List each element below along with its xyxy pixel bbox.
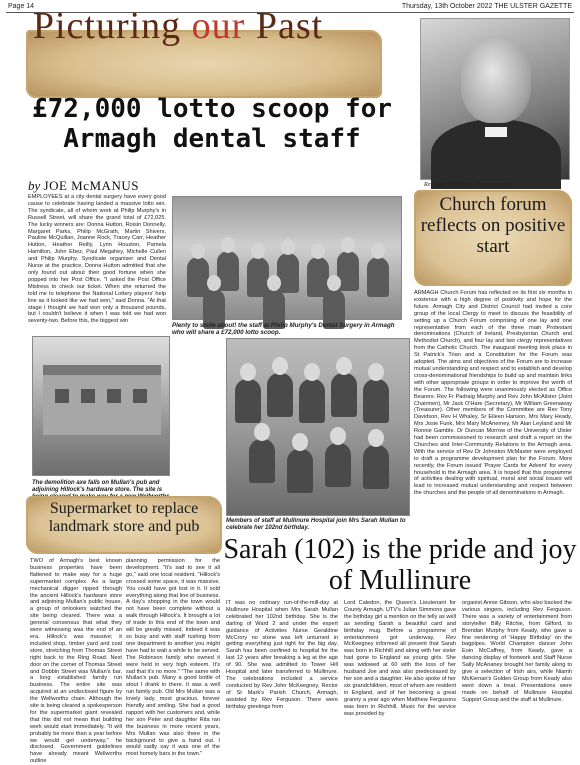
sarah-story-body-cont: Lord Caledon, the Queen's Lieutenant for County Armagh. UTV's Julian Simmons gave the birthday girl a mention on the telly as well as sending Sarah a beautiful card and birthday mug. Before a programme of entertainment got underway, Rev McKeegney informed all present that Sarah was born in Richhill and along with her sister had gone to England as young girls. She was widowed at 60 with the loss of her husband Joe and was also predeceased by her son and a daughter. He also spoke of her six grandchildren, most of whom are resident in England, and of her becoming a great granny a year ago when Matthew Fergusons was born in Richhill. Music for the service was provided by (344, 600, 456, 717)
photo-figure (331, 373, 357, 417)
photo-face (292, 433, 308, 451)
hospital-photo-caption: Members of staff at Mullinure Hospital join Mrs Sarah Mullan to celebrate her 102nd birthday. (226, 518, 406, 531)
sarah-headline: Sarah (102) is the pride and joy of Mullinure (223, 534, 577, 596)
byline (28, 178, 139, 194)
photo-face (267, 275, 281, 291)
photo-figure (235, 379, 261, 423)
demolition-photo (32, 336, 170, 476)
photo-face (371, 243, 385, 259)
photo-face (191, 243, 205, 259)
photo-figure (363, 379, 389, 423)
church-headline: Church forum reflects on positive start (420, 194, 566, 257)
photo-face (330, 427, 346, 445)
portrait-caption: Rev Tony Davidson - Forum member. (424, 182, 514, 188)
photo-figure (367, 257, 389, 297)
window-shape (81, 389, 95, 403)
dental-staff-photo (172, 196, 402, 320)
hospital-staff-photo (226, 338, 410, 516)
photo-face (368, 363, 384, 381)
main-story-body: EMPLOYEES at a city dental surgery have every good cause to celebrate having landed a massive lotto win. The syndicate, all of whom work at Philip Murphy's in Russell Street, will share the grand total of £72,025. The lucky winners are: Donna Hutton, Roisin Donnelly, Margaret Parks, Philip McGrath, Martin Shivers, Pauline McQuillan, Joanne Rock, Tracey Carr, Heather Hutton, Heather Reilly, Lynn Houston, Pamela Hamilton, John Ebez, Paul Megahey, Michelle Cullen and Philip Murphy. Syndicate organiser and Dental Nurse at the practice, Donna Hutton admitted that she only found out about their good fortune when she popped into her Post Office. "I asked the Post Office Mistress to check our ticket. When she returned the told me to telephone the National Lottery players' help line as it looked like we had won," said Donna. "At that stage I thought we had won only a thousand pounds, but I couldn't believe it when I was told we had won seventy-two. Before this, the biggest win (28, 194, 166, 325)
photo-face (311, 243, 325, 259)
sarah-story-body-cont2: organist Annie Gibson, who also backed the various singers, including Rev Ferguson. There was a variety of entertainment from storyteller Billy Ritchie, from Gilford, to Brendan Murphy from Keady, who gave a fine rendering of 'Happy Birthday' on the bagpipes. World Champion dancer John Eoin McCaffrey, from Keady, gave a dancing display of footwork and Staff Nurse Sally McAnaney brought her family along to give a selection of Irish airs, while Niamh McKernan's Golden Group from Keady also went down a treat. Presentations were made on behalf of Mullinure Hospital Support Group and the staff at Mullinure. (462, 600, 572, 703)
supermarket-story-body: TWO of Armagh's best known business properties have been flattened to make way for a huge supermarket complex. As a large mechanical digger ripped through the ancient Hillock's hardware store and adjoining Mullan's public house, a group of onlookers watched the site being cleared. There was a general consensus that what they were witnessing was the end of an era. Hillock's was massive; it included shop, timber yard and coal store, stretching from Thomas Street right back to the Ring Road. Next door on the corner of Thomas Street and Dobbin Street was Mullan's bar, a long established family run business. The entire site was acquired at an undisclosed figure by the Wellworths chain. Although the site is being cleared a spokesperson for the supermarket giant revealed that this did not mean that building work would start immediately. "It will probably be more than a year before we would get underway," he disclosed. Government guidelines have already meant Wellworths outline (30, 558, 122, 765)
photo-face (281, 239, 295, 255)
photo-figure (325, 443, 351, 487)
main-headline: £72,000 lotto scoop for Armagh dental staff (31, 94, 393, 154)
demolition-photo-caption: The demolition axe falls on Mullan's pub and adjoining Hillock's hardware store. The site is (32, 480, 163, 493)
photo-figure (287, 449, 313, 493)
supermarket-story-body-cont: planning permission for the development. "It's sad to see it all go," said one local resident. "Hillock's crossed some space, it was massive. You could have got lost in it. It sold everything along that line of business. A day's shopping in the town would not have been complete without a walk through Hillock's. It brought a lot of trade to this end of the town and will be greatly missed. Indeed it was so busy and with staff rushing from one department to another you might have had to wait a while to be served. The Robinson family who owned it were held in very high esteem. It's sad that it's no more." "The same with Mullan's pub. Many a good bottle of stout I drank in there. It was a well run family pub. Old Mrs Mullan was a lovely lady, most gracious, forever friendly and smiling. She had a good rapport with her customers and, while her son Peter and daughter Rita ran the business in more recent years, Mrs Mullan was also there in the background to give a hand out. I would sadly say it was one of the most homely bars in the town." (126, 558, 220, 758)
window-shape (55, 389, 69, 403)
photo-face (251, 243, 265, 259)
photo-figure (363, 445, 389, 489)
banner-word-past: Past (245, 5, 324, 47)
photo-face (341, 237, 355, 253)
church-story-body: ARMAGH Church Forum has reflected on its first six months in existence with a high degree of positivity and hope for the future. Armagh City and District Council had invited a core group of the local Clergy to meet to discuss the feasibility of setting up a Church Forum comprising of one lay and one representative from each of the three main Protestant denominations (Church of Ireland, Presbyterian Church and Methodist Church), and four lay and two clergy representatives from the Catholic Church. The inaugural meeting took place in St Patrick's Trian and a Constitution for the Forum was adopted. The aims and objectives of the Forum are to increase mutual understanding and respect and to establish and develop cross-denominational friendships to build up and maintain links with other appropriate groups in order to improve the worth of the Forum. The following were unanimously elected as Office Bearers: Rev Fr Padraig Murphy and Rev John McAlister (Joint Chairmen), Mr Jack O'Hare (Secretary), Mr William Greenaway (Treasurer). Other members of the Committee are Rev Tony Davidson, Rev H Whaley, Sr Eileen Hanson, Mrs Mary Heady, Mrs Josie Funk, Mrs Mary McAnerney, Mr Alan Leyland and Mr Ronnie Gamble. Dr Duncan Morrow of the University of Ulster had been commissioned to research and draft a report on the Churches and Inter-Community Relations in the Armagh area. With the service of Rev Dr Johnston McMaster were employed to draft a programme development plan for the Forum. More recently, the Forum issued 'Prayer Cards for Advent' for every household in the Armagh area. It is hoped that this programme of activities dealing with spiritual, moral and social issues will lead to increased mutual understanding and respect between the churches and the people of all denominations in Armagh. (414, 290, 572, 497)
photo-face (327, 275, 341, 291)
photo-figure (249, 439, 275, 483)
byline-prefix: by (28, 178, 44, 193)
window-shape (107, 389, 121, 403)
portrait-head (461, 37, 531, 123)
photo-face (272, 357, 288, 375)
photo-face (240, 363, 256, 381)
banner-word-picturing: Picturing (32, 5, 192, 47)
photo-face (304, 363, 320, 381)
portrait-photo (420, 18, 570, 180)
photo-figure (299, 379, 325, 423)
page-number: Page 14 (8, 2, 35, 10)
photo-figure (277, 253, 299, 293)
sarah-story-body: IT was no ordinary run-of-the-mill-day at Mullinure Hospital when Mrs Sarah Mullan celebrated her 102nd birthday. She is the darling of Ward 2 and under the expert guidance of Activities Nurse Geraldine McCrory no stone was left unturned in getting everything just right for the big day. Sarah has been confined to hospital for the last 12 years after breaking a leg at the age of 90. She was admitted to Tower Hill Hospital and later transferred to Mullinure. The celebrations included a service conducted by Rev John McKeegney, Rector of St Mark's Parish Church, Armagh, assisted by Rev Ferguson. There were birthday greetings from (226, 600, 338, 710)
layout-anchor (172, 330, 284, 331)
dental-photo-caption: Plenty to smile about! the staff at Philip Murphy's Dental Surgery in Armagh who will share a £72,000 lotto scoop. (172, 322, 395, 336)
window-shape (133, 389, 147, 403)
section-banner-title (0, 4, 356, 48)
photo-face (368, 429, 384, 447)
byline-author: JOE McMANUS (43, 178, 139, 193)
portrait-collar (485, 127, 507, 137)
page-date-masthead: Thursday, 13th October 2022 THE ULSTER GAZETTE (401, 2, 572, 10)
photo-face (207, 275, 221, 291)
supermarket-headline: Supermarket to replace landmark store and pub (48, 500, 200, 535)
photo-face (221, 237, 235, 253)
photo-figure (267, 373, 293, 417)
photo-face (336, 357, 352, 375)
banner-word-our: our (191, 5, 246, 47)
photo-face (254, 423, 270, 441)
